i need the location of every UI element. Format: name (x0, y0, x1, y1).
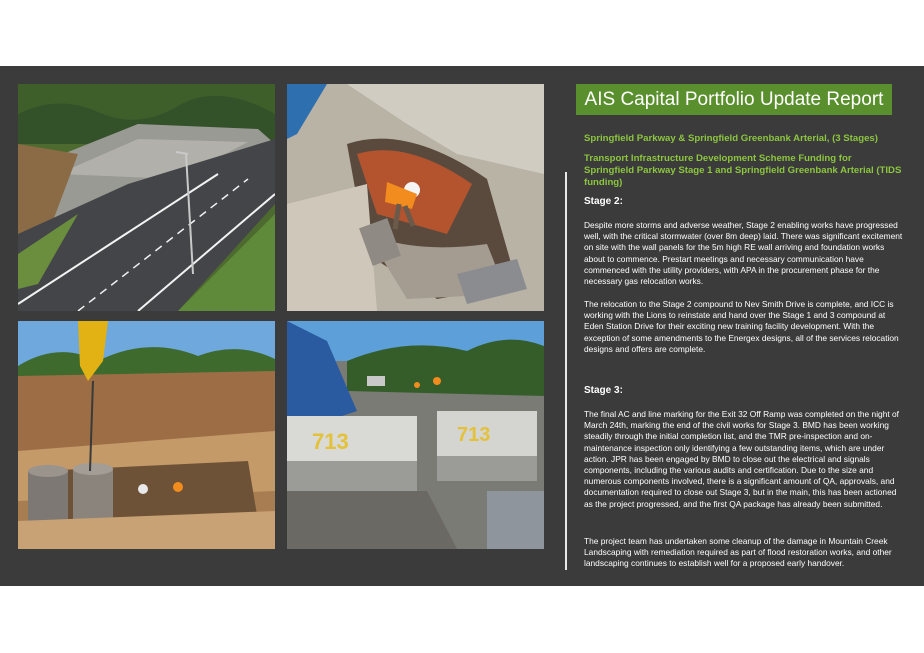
panel-number-left: 713 (312, 429, 349, 454)
stage-3-heading: Stage 3: (584, 385, 623, 396)
excavation-photo (18, 321, 275, 549)
wall-panels-photo (287, 321, 544, 549)
stage-2-paragraph-2: The relocation to the Stage 2 compound to Nev Smith Drive is complete, and ICC is working with the Lions to reinstate and hand over the Stage 1 and 3 compound at Eden Station Drive for their exciting new training facility development. With the exception of some amendments to the Energex designs, all of the services relocation designs and offers are complete. (584, 299, 899, 354)
report-slide (0, 66, 924, 586)
stage-2-heading: Stage 2: (584, 196, 623, 207)
project-subtitle: Springfield Parkway & Springfield Greenbank Arterial, (3 Stages) (584, 133, 878, 144)
stage-3-paragraph-2: The project team has undertaken some cleanup of the damage in Mountain Creek Landscaping with remediation required as part of flood restoration works, and other landscaping continues to establish well for a proposed early handover. (584, 536, 892, 569)
stage-3-paragraph-1: The final AC and line marking for the Exit 32 Off Ramp was completed on the night of March 24th, marking the end of the civil works for Stage 3. BMD has been working steadily through the initial completion list, and the TMR pre-inspection and on-maintenance inspection only identifying a few outstanding items, which are under action. JPR has been engaged by BMD to close out the electrical and signals components, including the various audits and certification. Due to the size and numerous components involved, there is a significant amount of QA, approvals, and documentation required to close out Stage 3, but in the main, this has been actioned as the project progressed, and the first QA package has already been submitted. (584, 409, 900, 509)
stage-2-paragraph-1: Despite more storms and adverse weather, Stage 2 enabling works have progressed well, with the critical stormwater (over 8m deep) laid. There was significant excitement on site with the wall panels for the 5m high RE wall arriving and foundation works about to commence. Prestart meetings and necessary communication have commenced with the utility providers, with APA in the procurement phase for the necessary gas relocation works. (584, 220, 903, 287)
road-embankment-photo (18, 84, 275, 311)
trench-worker-photo (287, 84, 544, 311)
vertical-divider (565, 172, 567, 570)
funding-subtitle: Transport Infrastructure Development Scheme Funding for Springfield Parkway Stage 1 and Springfield Greenbank Arterial (TIDS funding) (584, 153, 902, 188)
report-title: AIS Capital Portfolio Update Report (576, 84, 892, 115)
panel-number-right: 713 (457, 424, 491, 446)
